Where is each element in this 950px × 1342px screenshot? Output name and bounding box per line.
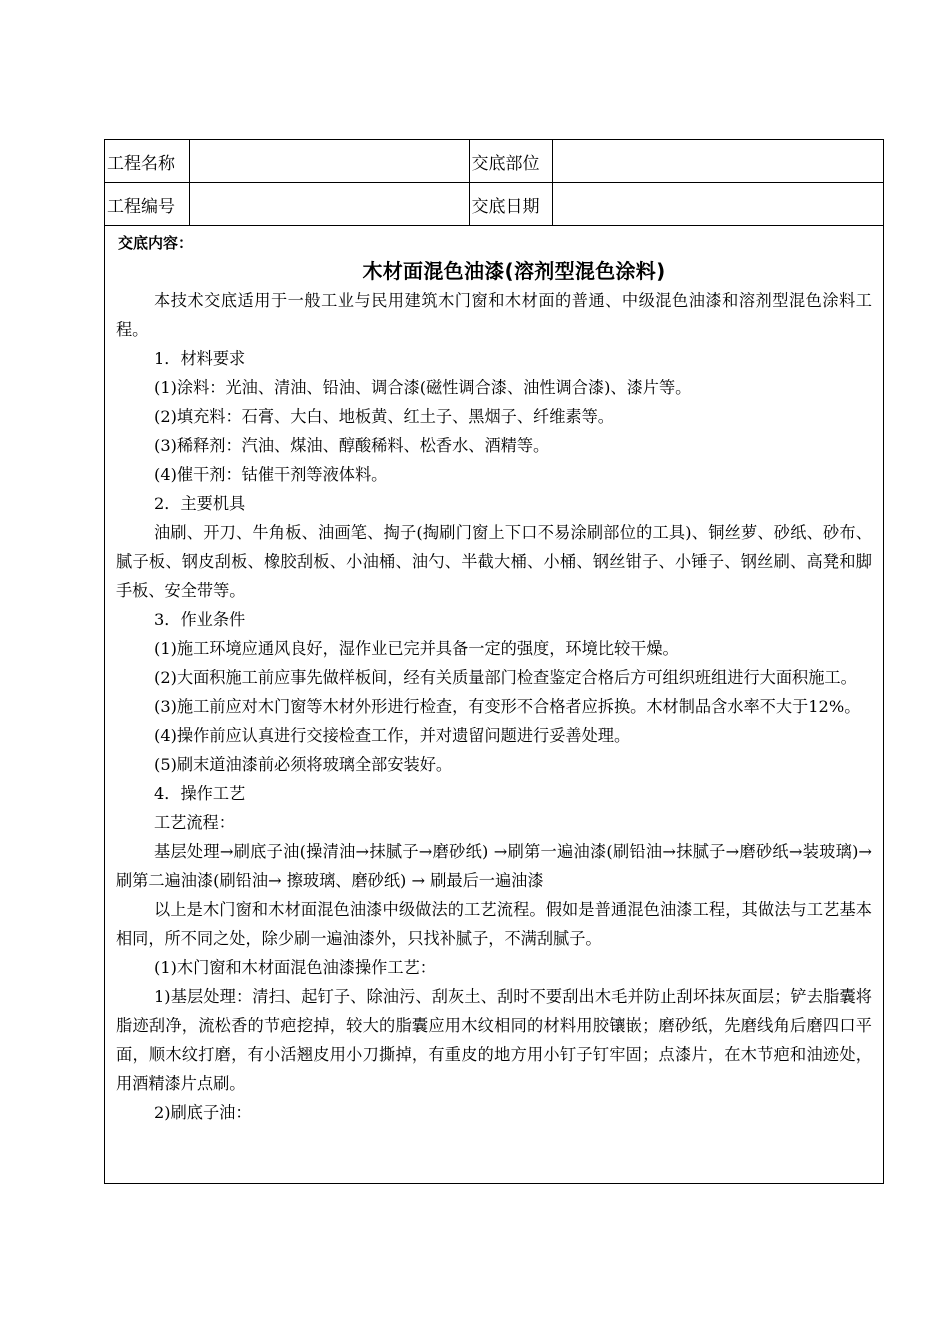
paragraph: 本技术交底适用于一般工业与民用建筑木门窗和木材面的普通、中级混色油漆和溶剂型混色涂料工程。 [116, 291, 872, 339]
paragraph: 2．主要机具 [154, 494, 246, 513]
paragraph: (1)涂料：光油、清油、铅油、调合漆(磁性调合漆、油性调合漆)、漆片等。 [154, 378, 692, 397]
paragraph: (1)施工环境应通风良好，湿作业已完并具备一定的强度，环境比较干燥。 [154, 639, 679, 658]
disclosure-form [104, 139, 884, 1184]
paragraph: (1)木门窗和木材面混色油漆操作工艺： [154, 958, 436, 977]
header-table [105, 140, 883, 226]
location-field[interactable] [552, 140, 883, 183]
paragraph: (4)催干剂：钴催干剂等液体料。 [154, 465, 388, 484]
paragraph: (5)刷末道油漆前必须将玻璃全部安装好。 [154, 755, 453, 774]
paragraph: 4．操作工艺 [154, 784, 246, 803]
paragraph: 油刷、开刀、牛角板、油画笔、掏子(掏刷门窗上下口不易涂刷部位的工具)、铜丝萝、砂纸、砂布、腻子板、钢皮刮板、橡胶刮板、小油桶、油勺、半截大桶、小桶、钢丝钳子、小锤子、钢丝刷、高凳和脚手板、安全带等。 [116, 523, 872, 600]
content-area [105, 226, 883, 1127]
paragraph-list [116, 286, 872, 1127]
paragraph: 工艺流程： [154, 813, 235, 832]
paragraph: (4)操作前应认真进行交接检查工作，并对遗留问题进行妥善处理。 [154, 726, 631, 745]
header-row-1 [105, 140, 883, 183]
paragraph: 以上是木门窗和木材面混色油漆中级做法的工艺流程。假如是普通混色油漆工程，其做法与工艺基本相同，所不同之处，除少刷一遍油漆外，只找补腻子，不满刮腻子。 [116, 900, 872, 948]
content-label: 交底内容： [118, 234, 194, 252]
location-label: 交底部位 [469, 140, 552, 183]
paragraph: (2)填充料：石膏、大白、地板黄、红土子、黑烟子、纤维素等。 [154, 407, 614, 426]
paragraph: (3)稀释剂：汽油、煤油、醇酸稀料、松香水、酒精等。 [154, 436, 550, 455]
paragraph: 3．作业条件 [154, 610, 246, 629]
paragraph: 1．材料要求 [154, 349, 246, 368]
paragraph: 1)基层处理：清扫、起钉子、除油污、刮灰土、刮时不要刮出木毛并防止刮坏抹灰面层；铲去脂囊将脂迹刮净，流松香的节疤挖掉，较大的脂囊应用木纹相同的材料用胶镶嵌；磨砂纸，先磨线角后磨四口平面，顺木纹打磨，有小活翘皮用小刀撕掉，有重皮的地方用小钉子钉牢固；点漆片，在木节疤和油迹处，用酒精漆片点刷。 [116, 987, 872, 1093]
paragraph: 基层处理→刷底子油(操清油→抹腻子→磨砂纸) →刷第一遍油漆(刷铅油→抹腻子→磨砂纸→装玻璃)→刷第二遍油漆(刷铅油→ 擦玻璃、磨砂纸) → 刷最后一遍油漆 [116, 842, 872, 890]
header-row-2 [105, 183, 883, 226]
project-name-field[interactable] [189, 140, 469, 183]
paragraph: (2)大面积施工前应事先做样板间，经有关质量部门检查鉴定合格后方可组织班组进行大面积施工。 [154, 668, 857, 687]
project-no-field[interactable] [189, 183, 469, 226]
document-title: 木材面混色油漆(溶剂型混色涂料) [362, 259, 666, 283]
paragraph: (3)施工前应对木门窗等木材外形进行检查，有变形不合格者应拆换。木材制品含水率不大于12%。 [154, 697, 861, 716]
paragraph: 2)刷底子油： [154, 1103, 252, 1122]
project-name-label: 工程名称 [105, 140, 189, 183]
date-label: 交底日期 [469, 183, 552, 226]
project-no-label: 工程编号 [105, 183, 189, 226]
date-field[interactable] [552, 183, 883, 226]
